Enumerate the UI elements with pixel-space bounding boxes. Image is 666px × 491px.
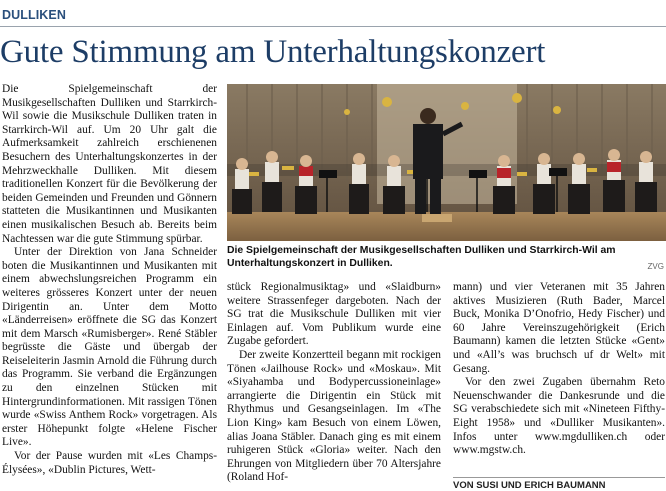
section-label: DULLIKEN [2, 8, 66, 22]
concert-photo-illustration [227, 84, 666, 241]
article-column-2 [227, 281, 441, 485]
photo-caption: Die Spielgemeinschaft der Musikgesellschaften Dulliken und Starrkirch-Wil am Unterhaltungskonzert in Dulliken. [227, 245, 616, 269]
article-column-1 [2, 83, 217, 477]
article-column-3 [453, 281, 665, 458]
author-byline: VON SUSI UND ERICH BAUMANN [453, 477, 665, 491]
paragraph: stück Regionalmusiktag» und «Slaidburn» weitere Strassenfeger dargeboten. Nach der SG trat die Musikschule Dulliken mit vier Einlagen auf. Vom Publikum wurde eine Zugabe gefordert. [227, 281, 441, 348]
paragraph: mann) und vier Veteranen mit 35 Jahren aktives Musizieren (Ruth Bader, Marcel Buck, Monika D’Onofrio, Hedy Fischer) und 60 Jahre Vereinszugehörigkeit (Erich Baumann) kamen die letzten Stücke «Gent» und «All’s was bruchsch uf dr Welt» mit Gesang. [453, 281, 665, 375]
paragraph: Die Spielgemeinschaft der Musikgesellschaften Dulliken und Starrkirch-Wil sowie die Musikschule Dulliken traten in Starrkirch-Wil auf. Um 20 Uhr galt die Aufmerksamkeit zahlreich erschienenen Besuchern des Unterhaltungskonzertes in der Mehrzweckhalle Dulliken. Mit diesem traditionellen Konzert für die Bevölkerung der beiden Gemeinden und Freunden und Gönnern statteten die Musikantinnen und Musikanten einen musikalischen Besuch ab. Bereits beim Nachtessen war die gute Stimmung spürbar. [2, 83, 217, 245]
article-headline: Gute Stimmung am Unterhaltungskonzert [0, 34, 546, 70]
concert-photo [227, 84, 666, 241]
paragraph: Vor den zwei Zugaben übernahm Reto Neuenschwander die Dankesrunde und die SG verabschiedete sich mit «Nineteen Fifthy-Eight 1958» und «Dulliker Musikanten». Infos unter www.mgdulliken.ch oder www.mgstw.ch. [453, 376, 665, 457]
photo-credit: ZVG [647, 262, 664, 271]
paragraph: Unter der Direktion von Jana Schneider boten die Musikantinnen und Musikanten mit einem abwechslungsreichen Programm ein weiteres grösseres Konzert unter der neuen Dirigentin an. Unter dem Motto «Länderreisen» eröffnete die SG das Konzert mit dem Marsch «Rumisberger». René Stäbler begrüsste die Gäste und übergab der Reiseleiterin Jasmin Arnold die Führung durch das Programm. Sie verband die Ergänzungen zu den einzelnen Stücken mit Hintergrundinformationen. Mit rassigen Tönen wurde «Swiss Anthem Rock» vorgetragen. Als erster Höhepunkt folgte «Helene Fischer Live». [2, 246, 217, 449]
section-divider [0, 26, 666, 27]
paragraph: Vor der Pause wurden mit «Les Champs-Élysées», «Dublin Pictures, Wett- [2, 450, 217, 476]
paragraph: Der zweite Konzertteil begann mit rockigen Tönen «Jailhouse Rock» und «Moskau». Mit «Siyahamba und Bodypercussioneinlage» arrangierte die Dirigentin ein Stück mit Rhythmus und Gesangseinlagen. Im «The Lion King» kam Besuch von einem Löwen, alias Joana Stäbler. Danach ging es mit einem ruhigeren Stück «Gloria» weiter. Nach den Ehrungen von Mitgliedern über 70 Altersjahre (Roland Hof- [227, 348, 441, 484]
